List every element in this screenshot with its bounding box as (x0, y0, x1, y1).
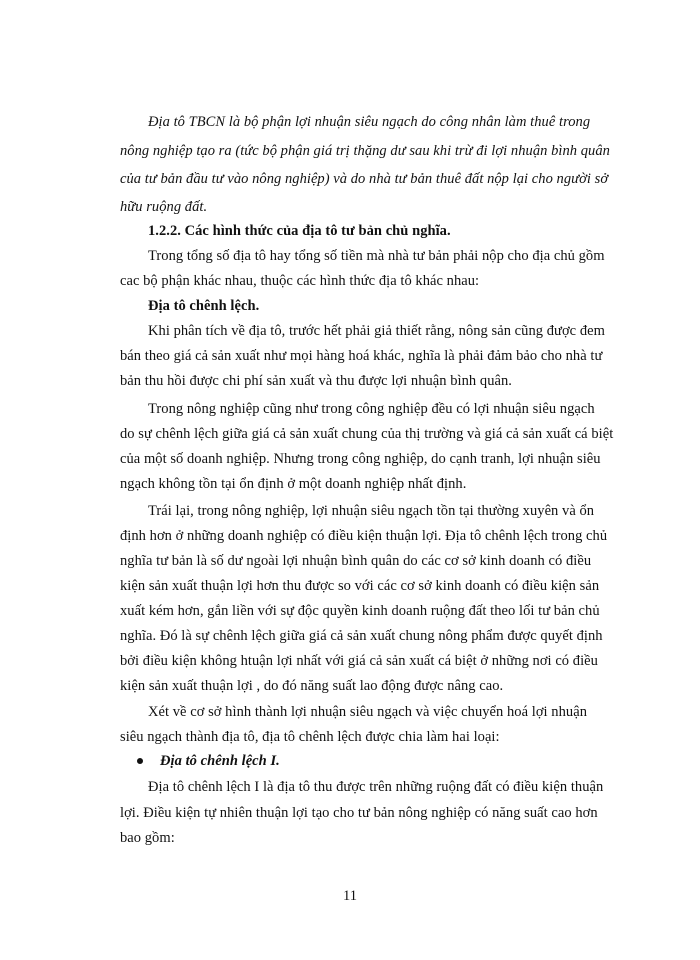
paragraph-6-line-2: siêu ngạch thành địa tô, địa tô chênh lệch được chia làm hai loại: (120, 729, 500, 745)
paragraph-5-line-6: nghĩa. Đó là sự chênh lệch giữa giá cả sản xuất chung nông phẩm được quyết định (120, 628, 603, 644)
paragraph-4-line-3: của một số doanh nghiệp. Nhưng trong công nghiệp, do cạnh tranh, lợi nhuận siêu (120, 451, 601, 467)
subheading: Địa tô chênh lệch. (148, 298, 260, 314)
paragraph-5-line-7: bởi điều kiện không htuận lợi nhất với giá cả sản xuất cá biệt ở những nơi có điều (120, 653, 598, 669)
paragraph-1-line-3: của tư bản đầu tư vào nông nghiệp) và do nhà tư bản thuê đất nộp lại cho người sở (120, 171, 609, 187)
paragraph-5-line-5: xuất kém hơn, gắn liền với sự độc quyền kinh doanh ruộng đất theo lối tư bản chủ (120, 603, 600, 619)
paragraph-4-line-4: ngạch không tồn tại ổn định ở một doanh nghiệp nhất định. (120, 476, 467, 492)
paragraph-7-line-3: bao gồm: (120, 830, 175, 846)
paragraph-1-line-2: nông nghiệp tạo ra (tức bộ phận giá trị thặng dư sau khi trừ đi lợi nhuận bình quân (120, 143, 610, 159)
paragraph-3-line-1: Khi phân tích về địa tô, trước hết phải giả thiết rằng, nông sản cũng được đem (148, 323, 605, 339)
paragraph-5-line-8: kiện sản xuất thuận lợi , do đó năng suất lao động được nâng cao. (120, 678, 504, 694)
section-heading: 1.2.2. Các hình thức của địa tô tư bản chủ nghĩa. (148, 223, 451, 239)
bullet-icon (137, 758, 143, 764)
paragraph-2-line-1: Trong tổng số địa tô hay tổng số tiền mà nhà tư bản phải nộp cho địa chủ gồm (148, 248, 605, 264)
paragraph-1-line-1: Địa tô TBCN là bộ phận lợi nhuận siêu ngạch do công nhân làm thuê trong (148, 114, 591, 130)
paragraph-1-line-4: hữu ruộng đất. (120, 199, 208, 215)
paragraph-7-line-1: Địa tô chênh lệch I là địa tô thu được trên những ruộng đất có điều kiện thuận (148, 779, 604, 795)
page-number: 11 (343, 888, 357, 904)
paragraph-5-line-2: định hơn ở những doanh nghiệp có điều kiện thuận lợi. Địa tô chênh lệch trong chủ (120, 528, 608, 544)
bullet-heading: Địa tô chênh lệch I. (160, 753, 280, 769)
paragraph-3-line-2: bán theo giá cả sản xuất như mọi hàng hoá khác, nghĩa là phải đảm bảo cho nhà tư (120, 348, 603, 364)
paragraph-4-line-2: do sự chênh lệch giữa giá cả sản xuất chung của thị trường và giá cả sản xuất cá biệt (120, 426, 614, 442)
paragraph-6-line-1: Xét về cơ sở hình thành lợi nhuận siêu ngạch và việc chuyển hoá lợi nhuận (148, 704, 587, 720)
paragraph-3-line-3: bản thu hồi được chi phí sản xuất và thu được lợi nhuận bình quân. (120, 373, 512, 389)
paragraph-2-line-2: cac bộ phận khác nhau, thuộc các hình thức địa tô khác nhau: (120, 273, 480, 289)
paragraph-5-line-1: Trái lại, trong nông nghiệp, lợi nhuận siêu ngạch tồn tại thường xuyên và ổn (148, 503, 595, 519)
paragraph-4-line-1: Trong nông nghiệp cũng như trong công nghiệp đều có lợi nhuận siêu ngạch (148, 401, 595, 417)
paragraph-5-line-3: nghĩa tư bản là số dư ngoài lợi nhuận bình quân do các cơ sở kinh doanh có điều (120, 553, 592, 569)
paragraph-7-line-2: lợi. Điều kiện tự nhiên thuận lợi tạo cho tư bản nông nghiệp có năng suất cao hơn (120, 805, 598, 821)
paragraph-5-line-4: kiện sản xuất thuận lợi hơn thu được so với các cơ sở kinh doanh có điều kiện sản (120, 578, 600, 594)
